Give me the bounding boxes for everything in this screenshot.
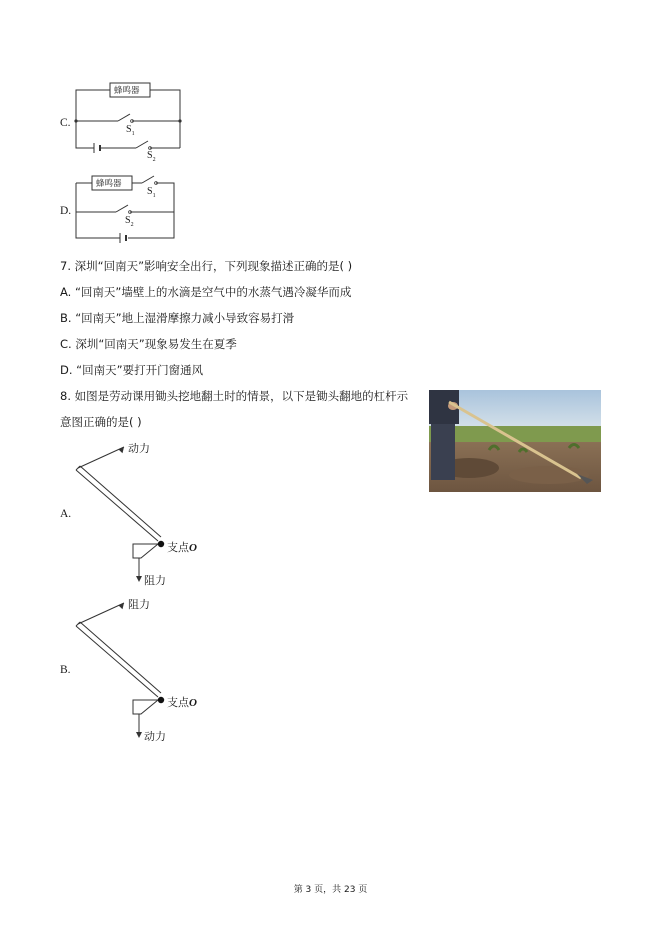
- lever-b-bottom-arrowhead: [136, 732, 142, 738]
- option-c-label: C.: [60, 117, 71, 129]
- lever-b-bottom-force-label: 动力: [144, 730, 166, 743]
- circuit-d-s2-label: $S_2$: [125, 215, 134, 228]
- lever-b-top-force-label: 阻力: [128, 598, 150, 611]
- lever-b-top-arrowhead: [119, 603, 127, 610]
- page-footer: 第 3 页，共 23 页: [293, 885, 368, 895]
- circuit-c-buzzer-label: 蜂鸣器: [114, 86, 140, 96]
- lever-a-bottom-force-label: 阻力: [144, 574, 166, 587]
- q7-stem: 7. 深圳“回南天”影响安全出行，下列现象描述正确的是( ): [60, 259, 353, 273]
- circuit-d-buzzer-label: 蜂鸣器: [96, 179, 122, 189]
- q8-stem-line1: 8. 如图是劳动课用锄头挖地翻土时的情景，以下是锄头翻地的杠杆示: [60, 389, 409, 403]
- lever-a-fulcrum-label: 支点O: [167, 541, 197, 554]
- q7-option-c: C. 深圳“回南天”现象易发生在夏季: [60, 337, 237, 351]
- q8-option-a-label: A.: [60, 508, 72, 520]
- q8-stem-line2: 意图正确的是( ): [60, 415, 142, 429]
- lever-b-top-force-line: [78, 603, 124, 624]
- circuit-c-s2-label: $S_2$: [147, 150, 156, 163]
- lever-b-fulcrum-label: 支点O: [167, 696, 197, 709]
- q7-option-a: A. “回南天”墙壁上的水滴是空气中的水蒸气遇冷凝华而成: [60, 285, 352, 299]
- lever-b-fulcrum-dot: [158, 697, 164, 703]
- circuit-c-s1-label: $S_1$: [126, 124, 135, 137]
- lever-b-hoe-blade: [133, 700, 158, 714]
- circuit-d-s1-label: $S_1$: [147, 186, 156, 199]
- q7-option-d: D. “回南天”要打开门窗通风: [60, 363, 204, 377]
- q8-option-b-label: B.: [60, 664, 71, 676]
- option-d-label: D.: [60, 205, 72, 217]
- q7-option-b: B. “回南天”地上湿滑摩擦力减小导致容易打滑: [60, 311, 295, 325]
- lever-a-top-force-label: 动力: [128, 442, 150, 455]
- lever-b-handle-edge-1: [76, 626, 158, 697]
- lever-b-handle-edge-2: [80, 622, 161, 693]
